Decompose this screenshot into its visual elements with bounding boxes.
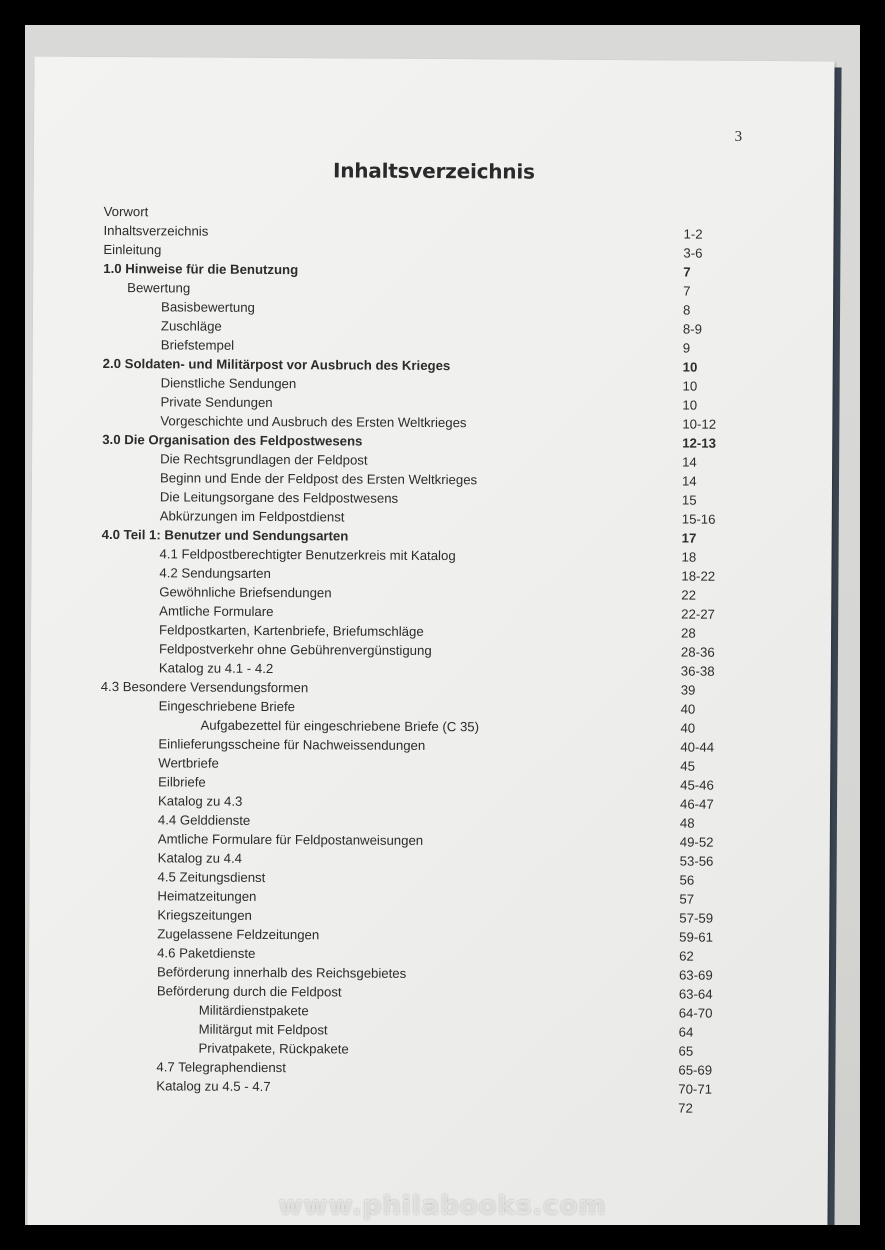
toc-entry-page: 8 bbox=[682, 302, 691, 318]
toc-entry-page: 18 bbox=[681, 549, 697, 565]
toc-entry-label: Beginn und Ende der Feldpost des Ersten Weltkrieges bbox=[159, 470, 478, 488]
toc-entry-label: Eilbriefe bbox=[158, 774, 206, 790]
toc-entry-page: 18-22 bbox=[681, 568, 716, 584]
toc-entry-label: Katalog zu 4.1 - 4.2 bbox=[158, 660, 274, 677]
toc-entry-label: Kriegszeitungen bbox=[157, 907, 252, 923]
toc-entry-label: Abkürzungen im Feldpostdienst bbox=[159, 508, 345, 525]
toc-entry-label: Basisbewertung bbox=[161, 299, 255, 315]
toc-entry-label: Einlieferungsscheine für Nachweissendungen bbox=[158, 736, 426, 753]
toc-entry-label: 4.5 Zeitungsdienst bbox=[157, 869, 266, 885]
toc-entry-label: 3.0 Die Organisation des Feldpostwesens bbox=[102, 431, 363, 449]
toc-entry-label: 1.0 Hinweise für die Benutzung bbox=[103, 260, 299, 278]
toc-entry-page: 57-59 bbox=[679, 910, 714, 926]
toc-entry-page: 10 bbox=[682, 397, 698, 413]
toc-entry-page: 17 bbox=[681, 530, 697, 546]
toc-entry-page: 53-56 bbox=[679, 853, 714, 869]
toc-entry-page: 62 bbox=[679, 948, 694, 964]
toc-entry-page: 28-36 bbox=[680, 644, 715, 660]
toc-entry-label: Die Rechtsgrundlagen der Feldpost bbox=[160, 451, 368, 468]
toc-entry-label: Beförderung innerhalb des Reichsgebietes bbox=[156, 964, 407, 981]
toc-entry-page: 65-69 bbox=[678, 1062, 713, 1078]
toc-entry-label: Aufgabezettel für eingeschriebene Briefe (C 35) bbox=[200, 717, 480, 735]
toc-entry-label: Feldpostkarten, Kartenbriefe, Briefumschläge bbox=[159, 622, 424, 639]
toc-entry-page: 49-52 bbox=[679, 834, 714, 850]
toc-entry-page: 40 bbox=[680, 720, 696, 736]
toc-entry-label: Amtliche Formulare für Feldpostanweisungen bbox=[157, 831, 424, 848]
toc-entry-page: 70-71 bbox=[678, 1081, 713, 1097]
toc-entry-page: 8-9 bbox=[682, 321, 703, 337]
toc-entry-page: 10 bbox=[682, 378, 698, 394]
toc-entry-label: Beförderung durch die Feldpost bbox=[156, 983, 342, 1000]
toc-entry-label: Vorgeschichte und Ausbruch des Ersten Weltkrieges bbox=[160, 413, 467, 431]
toc-entry-label: Bewertung bbox=[127, 280, 191, 296]
toc-entry-page: 65 bbox=[678, 1043, 694, 1059]
toc-entry-label: 4.2 Sendungsarten bbox=[159, 565, 271, 582]
toc-entry-page: 63-64 bbox=[678, 986, 713, 1002]
watermark: www.philabooks.com bbox=[278, 1191, 607, 1221]
toc-entry-label: 4.6 Paketdienste bbox=[157, 945, 256, 961]
toc-entry-page: 64 bbox=[678, 1024, 694, 1040]
toc-entry-page: 48 bbox=[679, 815, 695, 831]
toc-entry-label: 4.1 Feldpostberechtigter Benutzerkreis mit Katalog bbox=[159, 546, 456, 564]
toc-entry-label: Einleitung bbox=[103, 241, 162, 258]
toc-entry-label: 4.3 Besondere Versendungsformen bbox=[100, 678, 309, 696]
toc-entry-page: 39 bbox=[680, 682, 696, 698]
toc-entry-page: 40 bbox=[680, 701, 696, 717]
toc-entry-label: Zuschläge bbox=[160, 318, 222, 334]
document-page bbox=[27, 57, 834, 1225]
page-title: Inhaltsverzeichnis bbox=[332, 158, 535, 184]
toc-entry-label: Amtliche Formulare bbox=[159, 603, 274, 620]
toc-entry-label: Inhaltsverzeichnis bbox=[103, 222, 209, 239]
toc-entry-page: 63-69 bbox=[678, 967, 713, 983]
toc-entry-label: Privatpakete, Rückpakete bbox=[198, 1040, 349, 1057]
toc-entry-label: Briefstempel bbox=[160, 337, 235, 353]
toc-entry-page: 45-46 bbox=[680, 777, 714, 793]
toc-entry-label: Militärgut mit Feldpost bbox=[198, 1021, 328, 1038]
toc-entry-page: 12-13 bbox=[682, 435, 717, 451]
toc-entry-label: 4.0 Teil 1: Benutzer und Sendungsarten bbox=[101, 526, 349, 544]
toc-entry-label: 4.7 Telegraphendienst bbox=[156, 1059, 287, 1076]
toc-entry-page: 45 bbox=[680, 758, 695, 774]
toc-entry-page: 14 bbox=[681, 473, 697, 489]
toc-entry-page: 46-47 bbox=[679, 796, 714, 812]
toc-entry-label: Private Sendungen bbox=[160, 394, 273, 411]
toc-entry-label: Dienstliche Sendungen bbox=[160, 375, 297, 392]
toc-entry-label: Katalog zu 4.5 - 4.7 bbox=[156, 1078, 271, 1095]
toc-entry-page: 1-2 bbox=[683, 226, 703, 242]
toc-entry-label: Zugelassene Feldzeitungen bbox=[157, 926, 320, 943]
toc-entry-page: 14 bbox=[682, 454, 697, 470]
toc-entry-page: 7 bbox=[683, 283, 691, 299]
toc-entry-label: Vorwort bbox=[103, 203, 149, 220]
toc-entry-label: 2.0 Soldaten- und Militärpost vor Ausbruch des Krieges bbox=[102, 355, 451, 374]
toc-entry-label: Feldpostverkehr ohne Gebührenvergünstigung bbox=[158, 641, 432, 659]
toc-entry-page: 7 bbox=[683, 264, 691, 280]
toc-entry-label: Eingeschriebene Briefe bbox=[158, 698, 296, 715]
toc-entry-page: 64-70 bbox=[678, 1005, 713, 1021]
table-of-contents bbox=[98, 202, 744, 1118]
toc-entry-page: 72 bbox=[678, 1100, 693, 1116]
toc-entry-page: 59-61 bbox=[679, 929, 713, 945]
toc-entry-page: 10 bbox=[682, 359, 698, 375]
toc-entry-page: 10-12 bbox=[682, 416, 717, 432]
toc-entry-label: Militärdienstpakete bbox=[198, 1002, 309, 1019]
toc-entry-page: 36-38 bbox=[680, 663, 715, 679]
toc-entry-label: Gewöhnliche Briefsendungen bbox=[159, 584, 332, 601]
toc-entry-page: 15-16 bbox=[681, 511, 716, 527]
page-number: 3 bbox=[734, 128, 743, 145]
toc-entry-label: Wertbriefe bbox=[158, 755, 219, 771]
toc-entry-page: 22 bbox=[681, 587, 697, 603]
toc-entry-page: 40-44 bbox=[680, 739, 715, 755]
toc-entry-page: 9 bbox=[682, 340, 691, 356]
toc-entry-page: 57 bbox=[679, 891, 695, 907]
photo-frame bbox=[25, 25, 860, 1225]
toc-entry-page: 56 bbox=[679, 872, 695, 888]
toc-entry-label: Die Leitungsorgane des Feldpostwesens bbox=[159, 489, 399, 506]
toc-entry bbox=[98, 1095, 738, 1118]
toc-entry-label: Katalog zu 4.3 bbox=[157, 793, 243, 809]
toc-entry-page: 15 bbox=[681, 492, 697, 508]
toc-entry-label: 4.4 Gelddienste bbox=[157, 812, 251, 828]
toc-entry-label: Heimatzeitungen bbox=[157, 888, 257, 904]
toc-entry-page: 28 bbox=[681, 625, 696, 641]
toc-entry-label: Katalog zu 4.4 bbox=[157, 850, 243, 866]
toc-entry-page: 22-27 bbox=[681, 606, 715, 622]
toc-entry-page: 3-6 bbox=[683, 245, 703, 261]
